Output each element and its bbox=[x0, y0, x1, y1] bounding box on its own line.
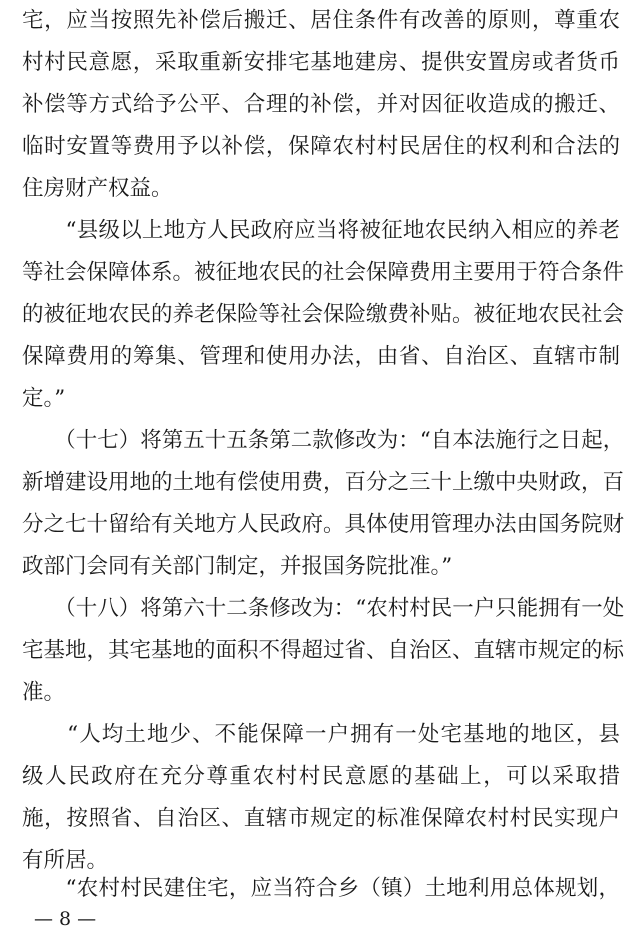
text-line: 政部门会同有关部门制定，并报国务院批准。” bbox=[22, 554, 453, 579]
text-line: 有所居。 bbox=[22, 848, 109, 873]
text-line: 级人民政府在充分尊重农村村民意愿的基础上，可以采取措 bbox=[22, 764, 620, 789]
text-line: 等社会保障体系。被征地农民的社会保障费用主要用于符合条件 bbox=[22, 260, 625, 285]
text-line: 定。” bbox=[22, 386, 66, 411]
text-line: 分之七十留给有关地方人民政府。具体使用管理办法由国务院财 bbox=[22, 512, 625, 537]
text-line: （十八）将第六十二条修改为：“农村村民一户只能拥有一处 bbox=[22, 596, 625, 621]
text-line: 临时安置等费用予以补偿，保障农村村民居住的权利和合法的 bbox=[22, 134, 620, 159]
text-line: （十七）将第五十五条第二款修改为：“自本法施行之日起， bbox=[22, 428, 625, 453]
text-line: 新增建设用地的土地有偿使用费，百分之三十上缴中央财政，百 bbox=[22, 470, 625, 495]
text-line: “县级以上地方人民政府应当将被征地农民纳入相应的养老 bbox=[22, 218, 620, 243]
text-line: 准。 bbox=[22, 680, 66, 705]
page-number: — 8 — bbox=[34, 908, 97, 930]
text-line: “人均土地少、不能保障一户拥有一处宅基地的地区，县 bbox=[22, 722, 620, 747]
text-line: 施，按照省、自治区、直辖市规定的标准保障农村村民实现户 bbox=[22, 806, 620, 831]
text-line: 的被征地农民的养老保险等社会保险缴费补贴。被征地农民社会 bbox=[22, 302, 625, 327]
text-line: 住房财产权益。 bbox=[22, 176, 173, 201]
text-line: 补偿等方式给予公平、合理的补偿，并对因征收造成的搬迁、 bbox=[22, 92, 620, 117]
text-line: 宅基地，其宅基地的面积不得超过省、自治区、直辖市规定的标 bbox=[22, 638, 625, 663]
text-line: “农村村民建住宅，应当符合乡（镇）土地利用总体规划， bbox=[22, 876, 620, 901]
text-line: 保障费用的筹集、管理和使用办法，由省、自治区、直辖市制 bbox=[22, 344, 620, 369]
text-line: 宅，应当按照先补偿后搬迁、居住条件有改善的原则，尊重农 bbox=[22, 8, 620, 33]
text-line: 村村民意愿，采取重新安排宅基地建房、提供安置房或者货币 bbox=[22, 50, 620, 75]
